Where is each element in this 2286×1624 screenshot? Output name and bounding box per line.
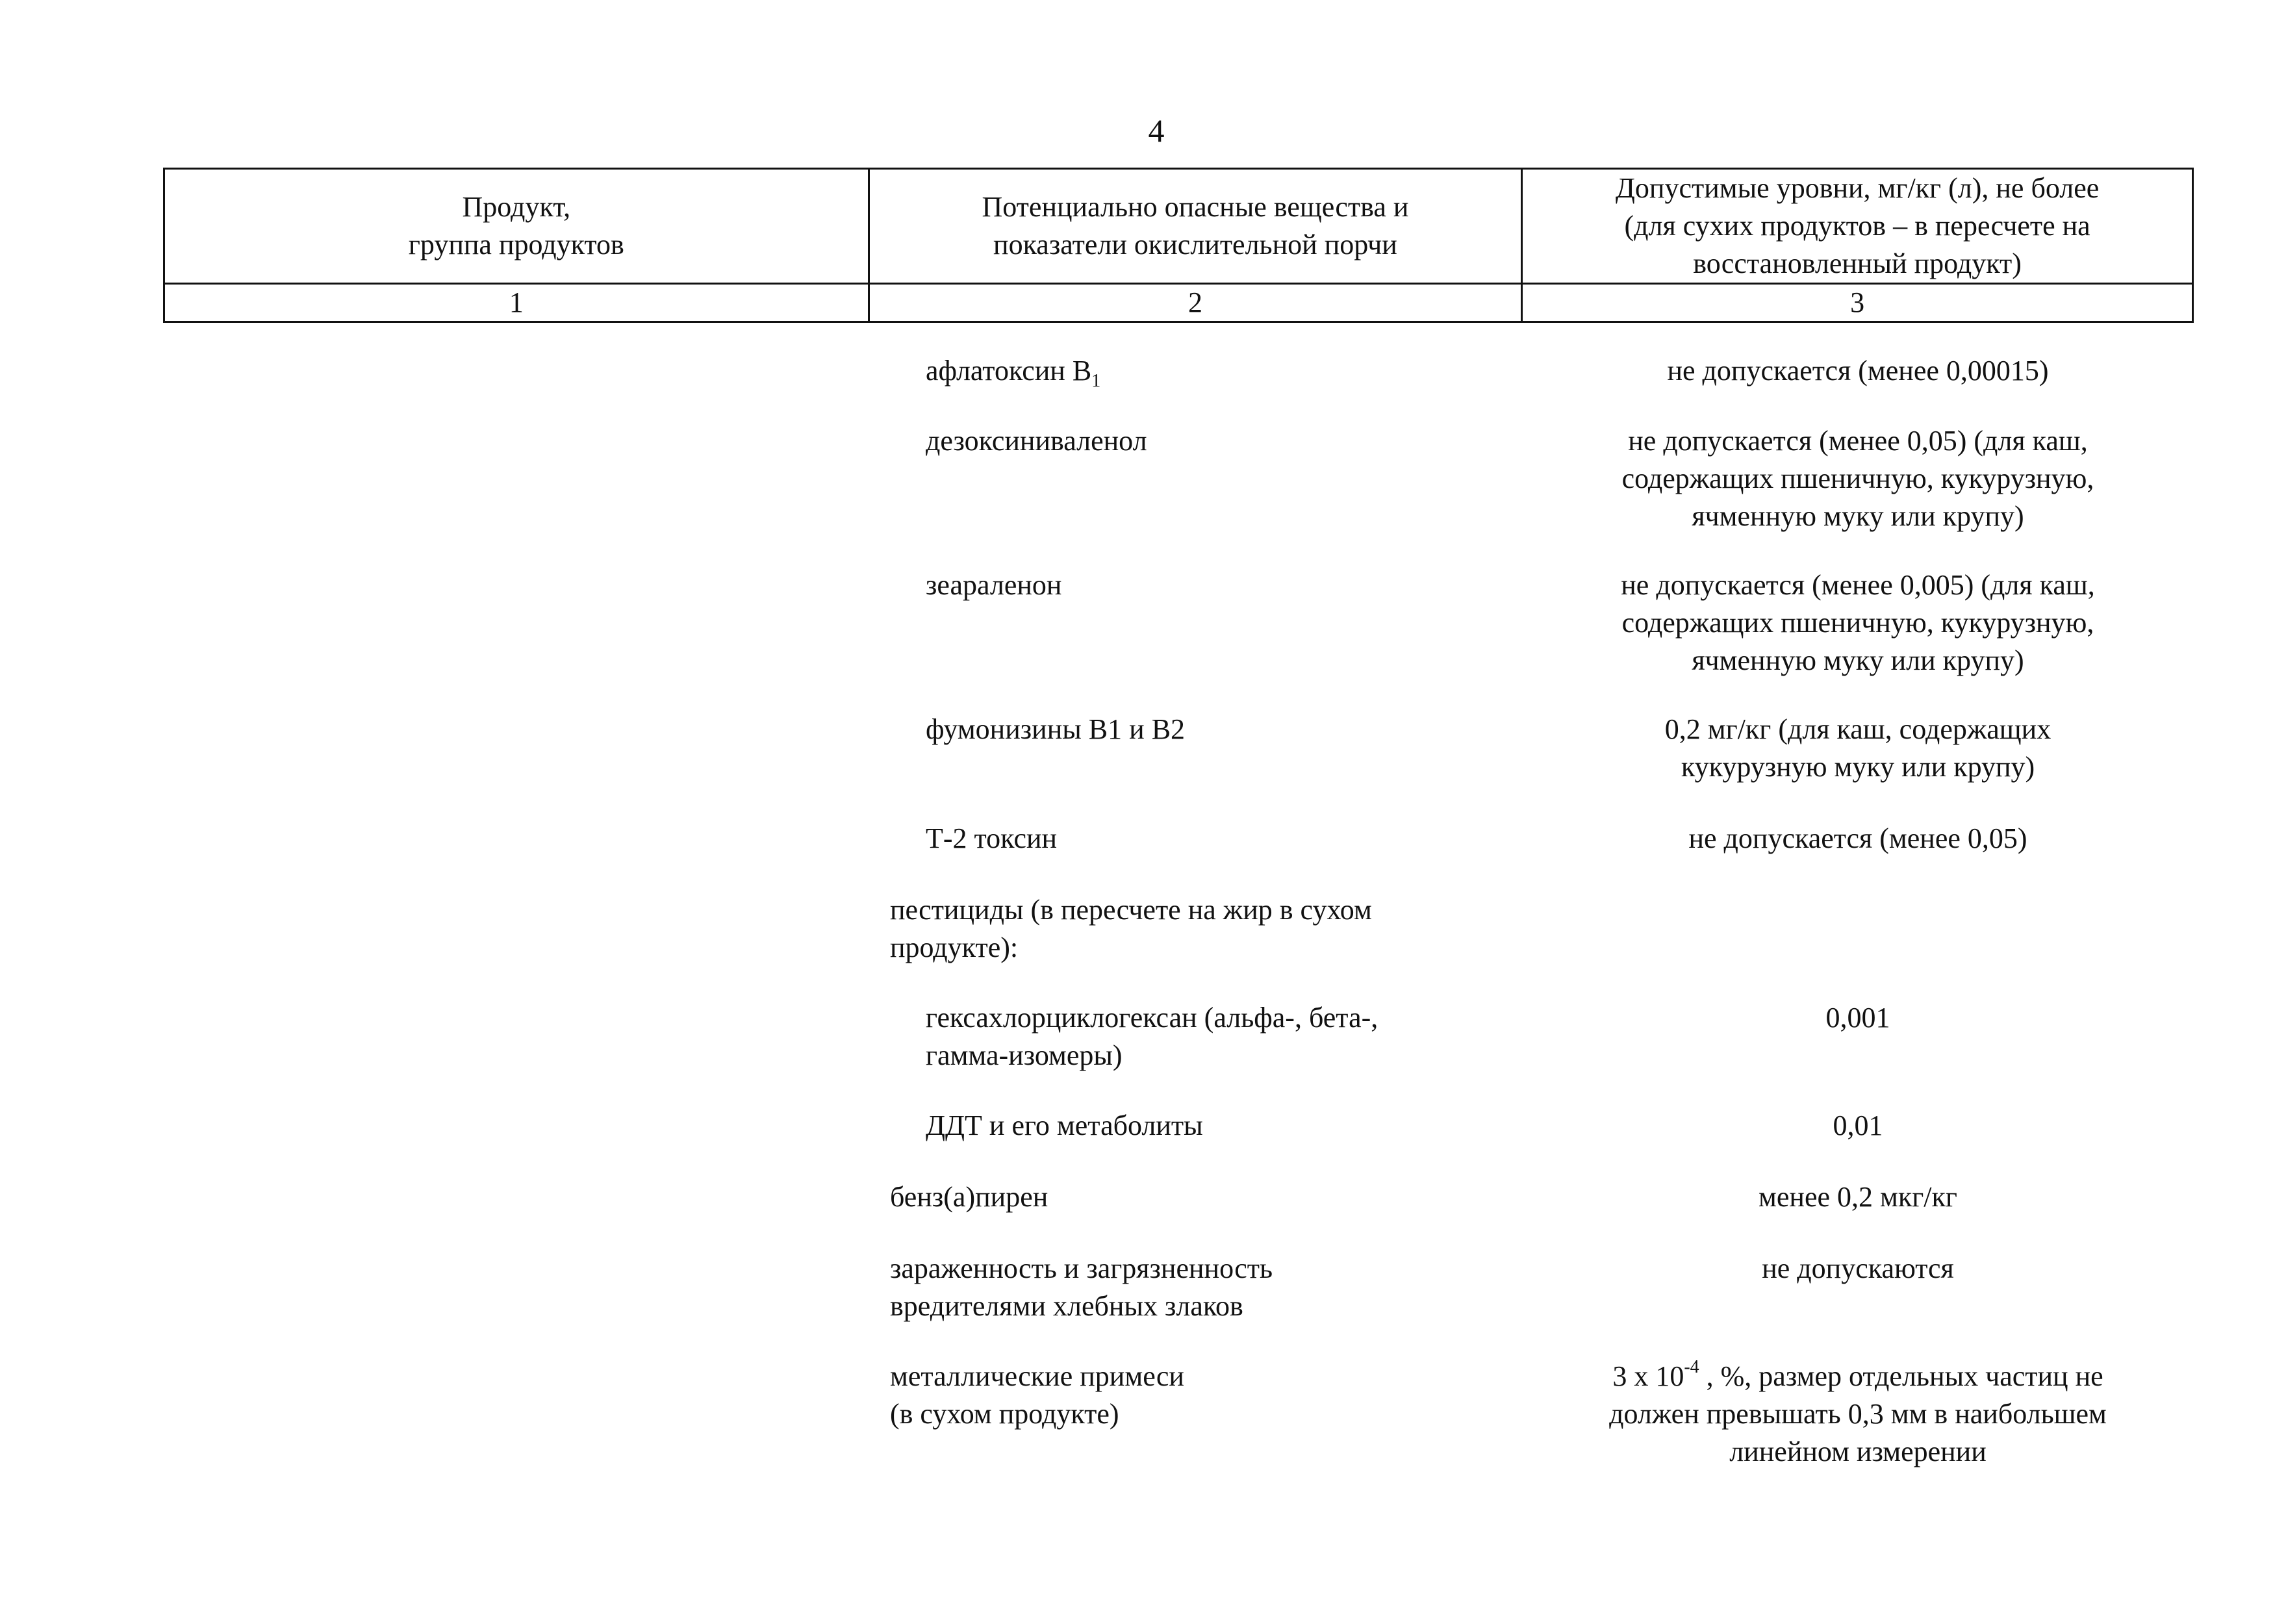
substance-aflatoxin: афлатоксин $B_1$ <box>926 355 1101 391</box>
limit-benzopyrene: менее 0,2 мкг/кг <box>1759 1181 1957 1213</box>
column-number-1: 1 <box>164 284 869 322</box>
limit-hch: 0,001 <box>1825 1002 1890 1034</box>
substance-zearalenone: зеараленон <box>926 569 1062 601</box>
header-substances: Потенциально опасные вещества и показатели окислительной порчи <box>869 169 1521 284</box>
page-number: 4 <box>1148 112 1165 149</box>
substance-metal-impurities: металлические примеси (в сухом продукте) <box>890 1360 1184 1430</box>
header-limits: Допустимые уровни, мг/кг (л), не более (для сухих продуктов – в пересчете на восстановленный продукт) <box>1522 169 2193 284</box>
limit-t2-toxin: не допускается (менее 0,05) <box>1688 822 2027 854</box>
column-number-2: 2 <box>869 284 1521 322</box>
substance-ddt: ДДТ и его метаболиты <box>926 1110 1203 1141</box>
limit-metal-impurities: 3 x $10^{-4}$ , %, размер отдельных частиц не должен превышать 0,3 мм в наибольшем линейном измерении <box>1609 1357 2107 1467</box>
substance-t2-toxin: Т-2 токсин <box>926 822 1058 854</box>
limit-zearalenone: не допускается (менее 0,005) (для каш, содержащих пшеничную, кукурузную, ячменную муку или крупу) <box>1621 569 2095 676</box>
limit-aflatoxin: не допускается (менее 0,00015) <box>1667 355 2049 387</box>
substance-benzopyrene: бенз(а)пирен <box>890 1181 1048 1213</box>
limit-fumonisins: 0,2 мг/кг (для каш, содержащих кукурузную муку или крупу) <box>1664 713 2051 783</box>
header-product: Продукт, группа продуктов <box>164 169 869 284</box>
substance-deoxynivalenol: дезоксиниваленол <box>926 425 1147 457</box>
limit-deoxynivalenol: не допускается (менее 0,05) (для каш, содержащих пшеничную, кукурузную, ячменную муку или крупу) <box>1621 425 2094 532</box>
substance-fumonisins: фумонизины B1 и B2 <box>926 713 1186 745</box>
substance-hch: гексахлорциклогексан (альфа-, бета-, гамма-изомеры) <box>926 1002 1378 1071</box>
substance-pesticides: пестициды (в пересчете на жир в сухом продукте): <box>890 894 1372 963</box>
limit-ddt: 0,01 <box>1833 1110 1883 1141</box>
limit-pests: не допускаются <box>1762 1252 1954 1284</box>
column-number-3: 3 <box>1522 284 2193 322</box>
substance-pests: зараженность и загрязненность вредителями хлебных злаков <box>890 1252 1273 1322</box>
